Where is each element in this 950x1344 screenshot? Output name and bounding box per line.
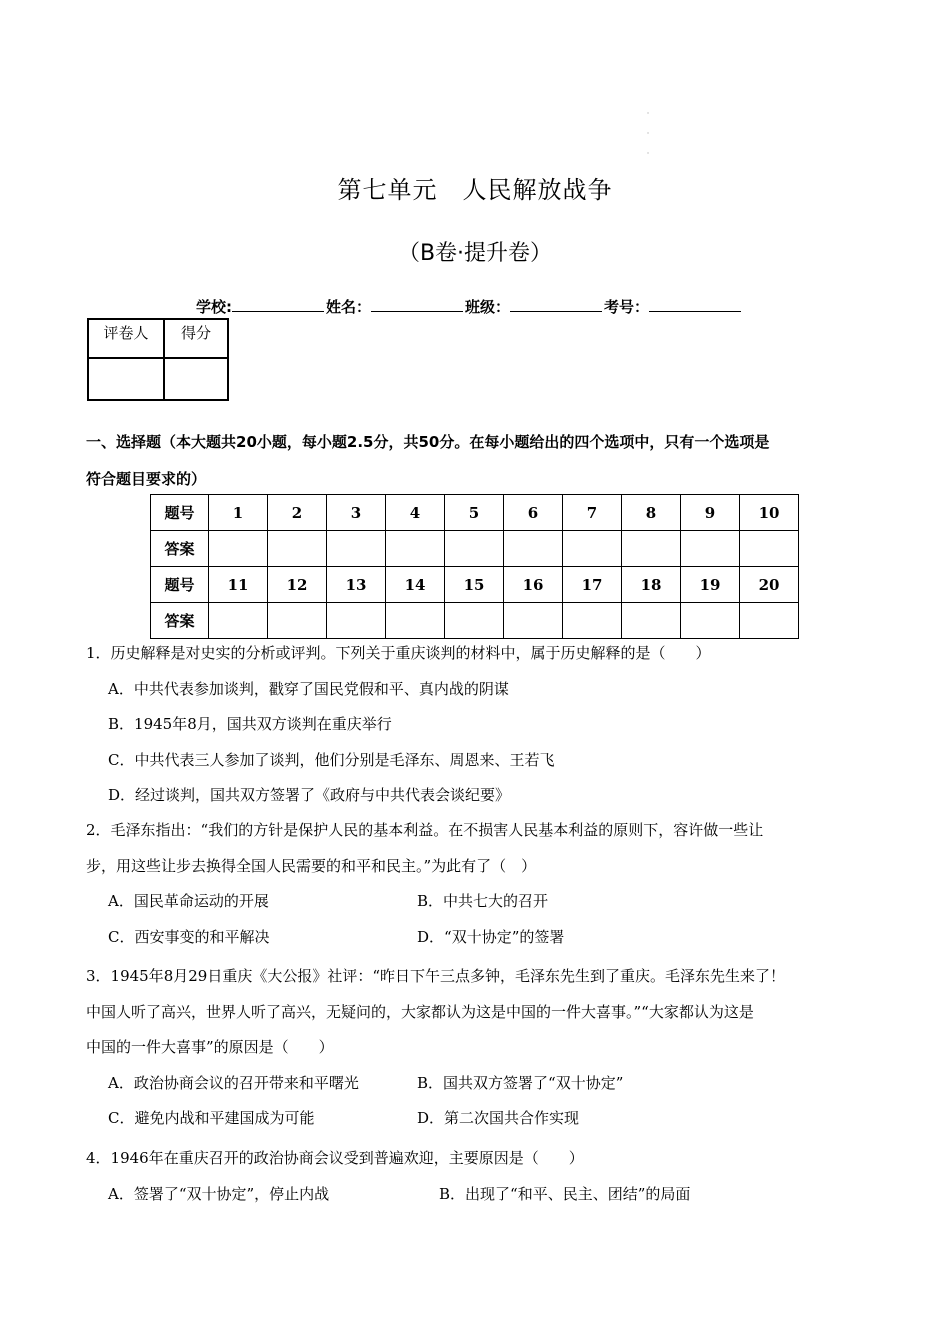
answer-cell[interactable] <box>504 603 563 639</box>
name-blank[interactable] <box>371 299 463 312</box>
table-row <box>151 531 799 567</box>
grader-header: 评卷人 <box>88 319 164 358</box>
question-1 <box>86 636 876 814</box>
option-d[interactable]: D．“双十协定”的签署 <box>417 927 565 946</box>
answer-cell[interactable] <box>268 531 327 567</box>
dot: · <box>646 149 650 158</box>
answer-cell[interactable] <box>445 603 504 639</box>
answer-cell[interactable] <box>504 531 563 567</box>
answer-cell[interactable] <box>386 603 445 639</box>
question-number: 18 <box>622 567 681 603</box>
question-number: 5 <box>445 495 504 531</box>
exam-no-label: 考号： <box>604 298 650 316</box>
answer-cell[interactable] <box>622 531 681 567</box>
question-number: 16 <box>504 567 563 603</box>
option-a[interactable]: A．政治协商会议的召开带来和平曙光 <box>108 1073 359 1092</box>
answer-cell[interactable] <box>327 603 386 639</box>
answer-cell[interactable] <box>740 603 799 639</box>
question-number: 15 <box>445 567 504 603</box>
table-row <box>151 603 799 639</box>
name-label: 姓名： <box>326 298 372 316</box>
answer-cell[interactable] <box>740 531 799 567</box>
row-label: 题号 <box>151 567 209 603</box>
question-2 <box>86 813 876 955</box>
question-number: 14 <box>386 567 445 603</box>
answer-table <box>150 494 799 639</box>
option-c[interactable]: C．中共代表三人参加了谈判，他们分别是毛泽东、周恩来、王若飞 <box>108 750 555 769</box>
answer-cell[interactable] <box>268 603 327 639</box>
option-d[interactable]: D．经过谈判，国共双方签署了《政府与中共代表会谈纪要》 <box>108 786 511 804</box>
exam-no-blank[interactable] <box>649 299 741 312</box>
section-heading-line: 符合题目要求的） <box>86 470 207 488</box>
question-number: 17 <box>563 567 622 603</box>
question-number: 7 <box>563 495 622 531</box>
answer-cell[interactable] <box>445 531 504 567</box>
question-number: 1 <box>209 495 268 531</box>
answer-cell[interactable] <box>622 603 681 639</box>
section-heading <box>86 424 866 498</box>
option-a[interactable]: A．国民革命运动的开展 <box>108 892 269 910</box>
question-3 <box>86 959 876 1137</box>
class-blank[interactable] <box>510 299 602 312</box>
question-number: 19 <box>681 567 740 603</box>
answer-cell[interactable] <box>386 531 445 567</box>
option-d[interactable]: D．第二次国共合作实现 <box>417 1109 580 1127</box>
option-a[interactable]: A．签署了“双十协定”，停止内战 <box>108 1184 330 1203</box>
question-number: 8 <box>622 495 681 531</box>
question-number: 20 <box>740 567 799 603</box>
grader-cell[interactable] <box>88 358 164 400</box>
answer-cell[interactable] <box>563 603 622 639</box>
answer-cell[interactable] <box>209 603 268 639</box>
table-row <box>151 567 799 603</box>
row-label: 答案 <box>151 603 209 639</box>
question-4 <box>86 1141 876 1212</box>
section-heading-line: 一、选择题（本大题共20小题，每小题2.5分，共50分。在每小题给出的四个选项中，只有一个选项是 <box>86 433 770 451</box>
dot: · <box>646 109 650 118</box>
question-stem: 4．1946年在重庆召开的政治协商会议受到普遍欢迎，主要原因是（ ） <box>86 1149 584 1167</box>
question-stem: 中国的一件大喜事”的原因是（ ） <box>86 1038 334 1056</box>
question-stem: 中国人听了高兴，世界人听了高兴，无疑问的，大家都认为这是中国的一件大喜事。”“大家都认为这是 <box>86 1002 754 1021</box>
question-stem: 3．1945年8月29日重庆《大公报》社评：“昨日下午三点多钟，毛泽东先生到了重庆。毛泽东先生来了！ <box>86 967 786 985</box>
question-number: 2 <box>268 495 327 531</box>
question-stem: 2．毛泽东指出：“我们的方针是保护人民的基本利益。在不损害人民基本利益的原则下，容许做一些让 <box>86 821 764 839</box>
question-number: 3 <box>327 495 386 531</box>
option-b[interactable]: B．出现了“和平、民主、团结”的局面 <box>439 1184 691 1203</box>
question-number: 11 <box>209 567 268 603</box>
page-subtitle: （B卷·提升卷） <box>397 241 553 266</box>
option-c[interactable]: C．避免内战和平建国成为可能 <box>108 1109 315 1127</box>
dot: · <box>646 129 650 138</box>
table-row <box>151 495 799 531</box>
option-b[interactable]: B．中共七大的召开 <box>417 892 549 910</box>
grader-table <box>87 318 229 401</box>
question-number: 10 <box>740 495 799 531</box>
answer-cell[interactable] <box>563 531 622 567</box>
answer-cell[interactable] <box>209 531 268 567</box>
decorative-dots <box>645 104 651 164</box>
question-number: 13 <box>327 567 386 603</box>
option-a[interactable]: A．中共代表参加谈判，戳穿了国民党假和平、真内战的阴谋 <box>108 679 509 698</box>
answer-cell[interactable] <box>327 531 386 567</box>
class-label: 班级： <box>465 298 511 316</box>
row-label: 题号 <box>151 495 209 531</box>
score-cell[interactable] <box>164 358 228 400</box>
school-label: 学校: <box>196 298 232 316</box>
option-c[interactable]: C．西安事变的和平解决 <box>108 927 270 946</box>
row-label: 答案 <box>151 531 209 567</box>
question-number: 6 <box>504 495 563 531</box>
student-info-line <box>196 296 743 317</box>
question-number: 9 <box>681 495 740 531</box>
answer-cell[interactable] <box>681 531 740 567</box>
option-b[interactable]: B．国共双方签署了“双十协定” <box>417 1073 624 1092</box>
school-blank[interactable] <box>232 299 324 312</box>
question-stem: 1．历史解释是对史实的分析或评判。下列关于重庆谈判的材料中，属于历史解释的是（ ） <box>86 644 711 662</box>
option-b[interactable]: B．1945年8月，国共双方谈判在重庆举行 <box>108 715 392 733</box>
page-title: 第七单元 人民解放战争 <box>337 176 613 204</box>
question-number: 12 <box>268 567 327 603</box>
question-stem: 步，用这些让步去换得全国人民需要的和平和民主。”为此有了（ ） <box>86 856 537 875</box>
score-header: 得分 <box>164 319 228 358</box>
answer-cell[interactable] <box>681 603 740 639</box>
question-number: 4 <box>386 495 445 531</box>
